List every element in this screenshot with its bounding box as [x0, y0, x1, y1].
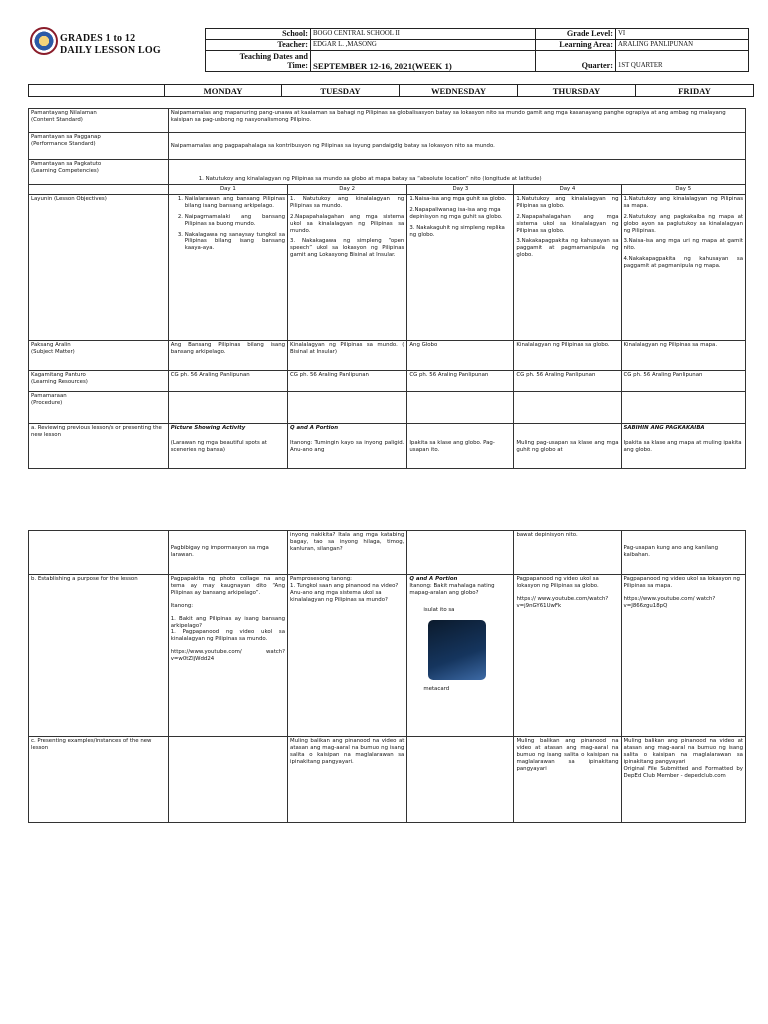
review-monday-heading: Picture Showing Activity	[170, 424, 246, 431]
teaching-dates-value: SEPTEMBER 12-16, 2021(WEEK 1)	[311, 51, 536, 72]
review-monday-text: (Larawan ng mga beautiful spots at sceneries ng bansa)	[170, 439, 267, 453]
list-item: 1. Nailalarawan ang bansang Pilipinas bilang isang bansang arkipelago.	[185, 196, 285, 210]
review-friday	[621, 423, 746, 468]
school-value: BOGO CENTRAL SCHOOL II	[311, 29, 536, 40]
examples-thursday: Muling balikan ang pinanood na video at atasan ang mag-aaral na bumuo ng isang salita o kaisipan na maglalarawan sa ipinakitang pangyayari	[514, 737, 621, 823]
youtube-link[interactable]: https://www.youtube.com/ watch?v=J866zgu18pQ	[623, 595, 716, 609]
subject-matter-label: Paksang Aralin (Subject Matter)	[29, 340, 169, 370]
resources-monday: CG ph. 56 Araling Panlipunan	[168, 370, 287, 391]
day-wednesday: WEDNESDAY	[400, 85, 518, 97]
purpose-wednesday-heading: Q and A Portion	[409, 576, 458, 582]
day-monday: MONDAY	[165, 85, 282, 97]
day-friday: FRIDAY	[636, 85, 754, 97]
objectives-tuesday	[288, 194, 407, 340]
objectives-monday	[168, 194, 287, 340]
list-item: Pagpapanood ng video ukol sa lokasyon ng Pilipinas sa globo.	[516, 576, 599, 589]
list-item: 3.Naisa-isa ang mga uri ng mapa at gamit nito.	[623, 238, 743, 252]
subject-matter-thursday: Kinalalagyan ng Pilipinas sa globo.	[514, 340, 621, 370]
table-row	[29, 185, 746, 195]
table-row	[29, 133, 746, 160]
list-item: 2.Napapahalagahan ang mga sistema ukol sa kinalalagyan ng Pilipinas sa mundo.	[290, 213, 405, 234]
day-number-5: Day 5	[621, 185, 746, 195]
review-cont-wednesday	[407, 531, 514, 575]
day-number-3: Day 3	[407, 185, 514, 195]
list-item: 2.Napapaliwanag isa-isa ang mga depinisyon ng mga guhit sa globo.	[409, 206, 503, 220]
review-cont-thursday: bawat depinisyon nito.	[514, 531, 621, 575]
review-cont-friday	[621, 531, 745, 575]
review-wednesday	[407, 423, 514, 468]
list-item: 1. Natutukoy ang kinalalagyan ng Pilipinas sa mundo.	[290, 195, 405, 209]
review-cont-label	[29, 531, 169, 575]
school-label: School:	[206, 29, 311, 40]
list-item: Pagpapakita ng photo collage na ang tema ay may kaugnayan dito “Ang Pilipinas ay bansang arkipelago”.	[170, 576, 286, 596]
review-thursday-text: Muling pag-usapan sa klase ang mga guhit ng globo at	[516, 439, 619, 453]
resources-thursday: CG ph. 56 Araling Panlipunan	[514, 370, 621, 391]
day-thursday: THURSDAY	[518, 85, 636, 97]
page-two	[0, 530, 768, 1024]
log-title-dll: DAILY LESSON LOG	[60, 45, 161, 56]
list-item: Itanong:	[170, 602, 194, 609]
day-number-1: Day 1	[168, 185, 287, 195]
competencies-label: Pamantayan sa Pagkatuto (Learning Competencies)	[29, 160, 169, 185]
list-item: 2.Natutukoy ang pagkakaiba ng mapa at globo ayon sa paglutukoy sa kinalalagyan ng Pilipinas.	[623, 213, 743, 234]
youtube-link[interactable]: https:// www.youtube.com/watch? v=j9nGY61UwFk	[516, 595, 609, 609]
review-friday-heading: SABIHIN ANG PAGKAKAIBA	[623, 424, 705, 431]
page-gap	[0, 500, 768, 530]
grade-level-value: VI	[616, 29, 749, 40]
learning-area-value: ARALING PANLIPUNAN	[616, 40, 749, 51]
table-row	[29, 531, 746, 575]
objectives-friday	[621, 194, 746, 340]
examples-friday: Muling balikan ang pinanood na video at atasan ang mag-aaral na bumuo ng isang salita o kaisipan na maglalarawan sa ipinakitang pangyayari Original File Submitted and Formatted by DepEd Club Member - depedclub.com	[621, 737, 745, 823]
procedure-monday	[168, 391, 287, 423]
subject-matter-friday: Kinalalagyan ng Pilipinas sa mapa.	[621, 340, 746, 370]
purpose-label: b. Establishing a purpose for the lesson	[29, 575, 169, 737]
weekday-header	[28, 84, 754, 97]
day-number-2: Day 2	[288, 185, 407, 195]
quarter-value: 1ST QUARTER	[616, 51, 749, 72]
list-item: 3. Nakalagawa ng sanaysay tungkol sa Pilipinas bilang isang bansang kaaya-aya.	[185, 232, 285, 253]
youtube-link[interactable]: https://www.youtube.com/ watch?v=w0tZIjWdd24	[170, 649, 286, 663]
table-row	[29, 391, 746, 423]
objectives-wednesday	[407, 194, 514, 340]
examples-monday	[168, 737, 287, 823]
video-caption: isulat ito sa	[423, 606, 455, 613]
day-tuesday: TUESDAY	[282, 85, 400, 97]
review-cont-monday	[168, 531, 287, 575]
purpose-thursday	[514, 575, 621, 737]
examples-label: c. Presenting examples/instances of the new lesson	[29, 737, 169, 823]
list-item: 3. Nakakagawa ng simpleng “open speech” ukol sa lokasyon ng Pilipinas gamit ang Lokasyong Bisinal at Insular.	[290, 238, 405, 259]
list-item: 1. Bakit ang Pilipinas ay isang bansang arkipelago? 1. Pagpapanood ng video ukol sa kinalalagyan ng Pilipinas sa mundo.	[170, 615, 286, 643]
purpose-monday	[168, 575, 287, 737]
list-item: 1.Natutukoy ang kinalalagyan ng Pilipinas sa globo.	[516, 195, 619, 209]
weekday-blank-cell	[29, 85, 165, 97]
lesson-log-table	[28, 108, 746, 469]
review-cont-monday-text: Pagbibigay ng impormasyon sa mga larawan.	[170, 545, 269, 558]
resources-tuesday: CG ph. 56 Araling Panlipunan	[288, 370, 407, 391]
content-standard-label: Pamantayang Nilalaman (Content Standard)	[29, 109, 169, 133]
grade-level-label: Grade Level:	[536, 29, 616, 40]
review-tuesday-heading: Q and A Portion	[290, 424, 339, 431]
table-row	[29, 160, 746, 185]
teaching-dates-label	[206, 51, 311, 72]
learning-area-label: Learning Area:	[536, 40, 616, 51]
list-item: 3.Nakakapagpakita ng kahusayan sa paggamit at pagmamanipula ng globo.	[516, 238, 619, 259]
review-tuesday-text: Itanong: Tumingin kayo sa inyong paligid. Anu-ano ang	[290, 439, 405, 453]
lesson-log-table-continued	[28, 530, 746, 823]
review-cont-tuesday: inyong nakikita? Itala ang mga katabing bagay, tao sa inyong hilaga, timog, kanluran, silangan?	[288, 531, 407, 575]
teacher-label: Teacher:	[206, 40, 311, 51]
purpose-wednesday-text: Itanong: Bakit mahalaga nating mapag-aralan ang globo?	[409, 582, 495, 596]
resources-wednesday: CG ph. 56 Araling Panlipunan	[407, 370, 514, 391]
review-monday	[168, 423, 287, 468]
subject-matter-monday: Ang Bansang Pilipinas bilang isang bansang arkipelago.	[168, 340, 287, 370]
table-row	[29, 340, 746, 370]
teacher-value: EDGAR L. ,MASONG	[311, 40, 536, 51]
subject-matter-tuesday: Kinalalagyan ng Pilipinas sa mundo. ( Bisinal at Insular)	[288, 340, 407, 370]
purpose-wednesday	[407, 575, 514, 737]
examples-wednesday	[407, 737, 514, 823]
quarter-label: Quarter:	[536, 51, 616, 72]
resources-friday: CG ph. 56 Araling Panlipunan	[621, 370, 746, 391]
review-thursday	[514, 423, 621, 468]
list-item: 1.Naisa-isa ang mga guhit sa globo.	[409, 195, 507, 202]
procedure-label: Pamamaraan (Procedure)	[29, 391, 169, 423]
page-one	[0, 0, 768, 500]
list-item: 2. Naipagmamalaki ang bansang Pilipinas sa buong mundo.	[185, 214, 285, 228]
day-number-4: Day 4	[514, 185, 621, 195]
list-item: 2.Napapahalagahan ang mga sistema ukol sa kinalalagyan ng Pilipinas sa globo.	[516, 213, 619, 234]
table-row	[29, 737, 746, 823]
list-item: 3. Nakakaguhit ng simpleng replika ng globo.	[409, 224, 505, 238]
deped-seal-icon	[30, 27, 58, 55]
procedure-tuesday	[288, 391, 407, 423]
review-label: a. Reviewing previous lesson/s or presenting the new lesson	[29, 423, 169, 468]
table-row	[29, 109, 746, 133]
content-standard-text: Naipamamalas ang mapanuring pang-unawa at kaalaman sa bahagi ng Pilipinas sa globalisasyon batay sa lokasyon nito sa mundo gamit ang mga kasanayang panghe ograpiya at ang ambag ng malayang kaisipan sa pag-usbong ng nasyonalismong Pilipino.	[168, 109, 745, 133]
video-subcaption: metacard	[423, 685, 450, 692]
day-number-blank	[29, 185, 169, 195]
table-row	[29, 194, 746, 340]
performance-standard-label: Pamantayan sa Pagganap (Performance Standard)	[29, 133, 169, 160]
competencies-text: 1. Natutukoy ang kinalalagyan ng Pilipinas sa mundo sa globo at mapa batay sa “absolute location” nito (longitude at latitude)	[168, 160, 745, 185]
video-thumbnail[interactable]	[428, 620, 486, 680]
purpose-tuesday: Pamprosesong tanong: 1. Tungkol saan ang pinanood na video? Anu-ano ang mga sistema ukol sa kinalalagyan ng Pilipinas sa mundo?	[288, 575, 407, 737]
procedure-friday	[621, 391, 746, 423]
list-item: 1.Natutukoy ang kinalalagyan ng Pilipinas sa mapa.	[623, 195, 743, 209]
teaching-dates-label-line2: Time:	[287, 61, 308, 70]
purpose-friday	[621, 575, 745, 737]
subject-matter-wednesday: Ang Globo	[407, 340, 514, 370]
objectives-label: Layunin (Lesson Objectives)	[29, 194, 169, 340]
review-wednesday-text: Ipakita sa klase ang globo. Pag-usapan ito.	[409, 439, 495, 453]
procedure-wednesday	[407, 391, 514, 423]
list-item: Pagpapanood ng video ukol sa lokasyon ng Pilipinas sa mapa.	[623, 576, 740, 589]
table-row	[29, 370, 746, 391]
header-info-table	[205, 28, 749, 72]
objectives-thursday	[514, 194, 621, 340]
table-row	[29, 423, 746, 468]
review-cont-friday-text: Pag-usapan kung ano ang kanilang kaibahan.	[623, 545, 718, 558]
procedure-thursday	[514, 391, 621, 423]
teaching-dates-label-line1: Teaching Dates and	[239, 52, 308, 61]
review-friday-text: Ipakita sa klase ang mapa at muling ipakita ang globo.	[623, 439, 742, 453]
log-title-grades: GRADES 1 to 12	[60, 33, 136, 44]
performance-standard-text: Naipamamalas ang pagpapahalaga sa kontribusyon ng Pilipinas sa isyung pandaigdig batay sa lokasyon nito sa mundo.	[168, 133, 745, 160]
resources-label: Kagamitang Panturo (Learning Resources)	[29, 370, 169, 391]
review-tuesday	[288, 423, 407, 468]
list-item: 4.Nakakapagpakita ng kahusayan sa paggamit at pagmanipula ng mapa.	[623, 256, 743, 270]
examples-tuesday: Muling balikan ang pinanood na video at atasan ang mag-aaral na bumuo ng isang salita o kaisipan na maglalarawan sa ipinakitang pangyayari.	[288, 737, 407, 823]
table-row	[29, 575, 746, 737]
